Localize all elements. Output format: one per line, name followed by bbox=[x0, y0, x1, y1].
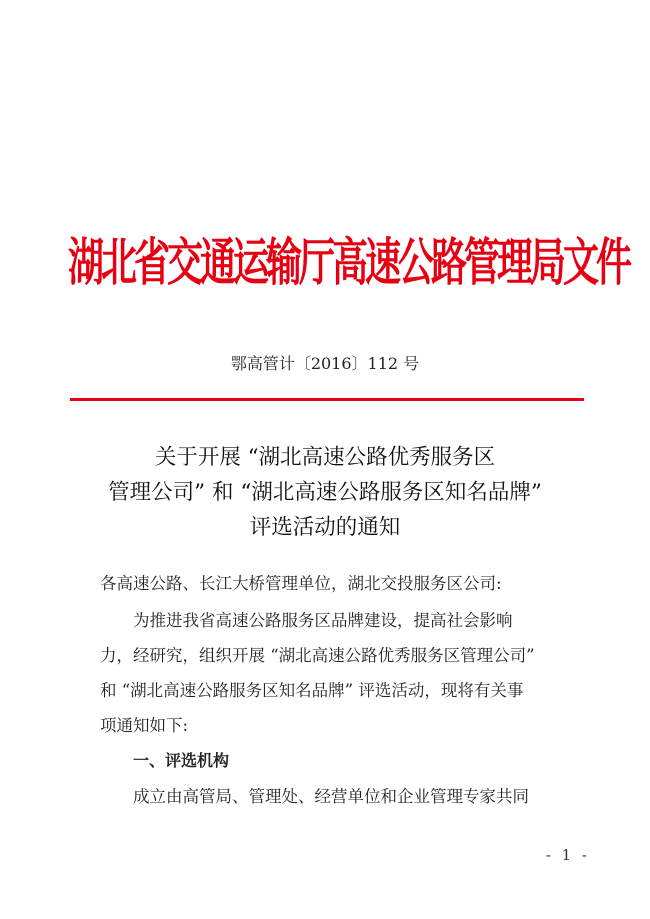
document-number: 鄂高管计〔2016〕112 号 bbox=[230, 354, 420, 373]
addressee-line: 各高速公路、长江大桥管理单位，湖北交投服务区公司: bbox=[100, 574, 502, 593]
paragraph-1-line-4: 项通知如下: bbox=[100, 716, 189, 735]
paragraph-1-line-1: 为推进我省高速公路服务区品牌建设，提高社会影响 bbox=[133, 611, 513, 630]
page-number: - 1 - bbox=[545, 846, 590, 864]
notice-title-line-2: 管理公司” 和 “湖北高速公路服务区知名品牌” bbox=[108, 480, 542, 505]
paragraph-1-line-3: 和 “湖北高速公路服务区知名品牌” 评选活动，现将有关事 bbox=[100, 681, 524, 700]
red-divider-line bbox=[70, 398, 584, 401]
paragraph-1-line-2: 力，经研究，组织开展 “湖北高速公路优秀服务区管理公司” bbox=[100, 646, 535, 665]
issuer-title: 湖北省交通运输厅高速公路管理局文件 bbox=[68, 233, 630, 293]
notice-title-line-3: 评选活动的通知 bbox=[249, 515, 401, 540]
section-1-heading: 一、评选机构 bbox=[133, 751, 230, 770]
notice-title-line-1: 关于开展 “湖北高速公路优秀服务区 bbox=[154, 445, 496, 470]
section-1-text: 成立由高管局、管理处、经营单位和企业管理专家共同 bbox=[133, 787, 529, 806]
